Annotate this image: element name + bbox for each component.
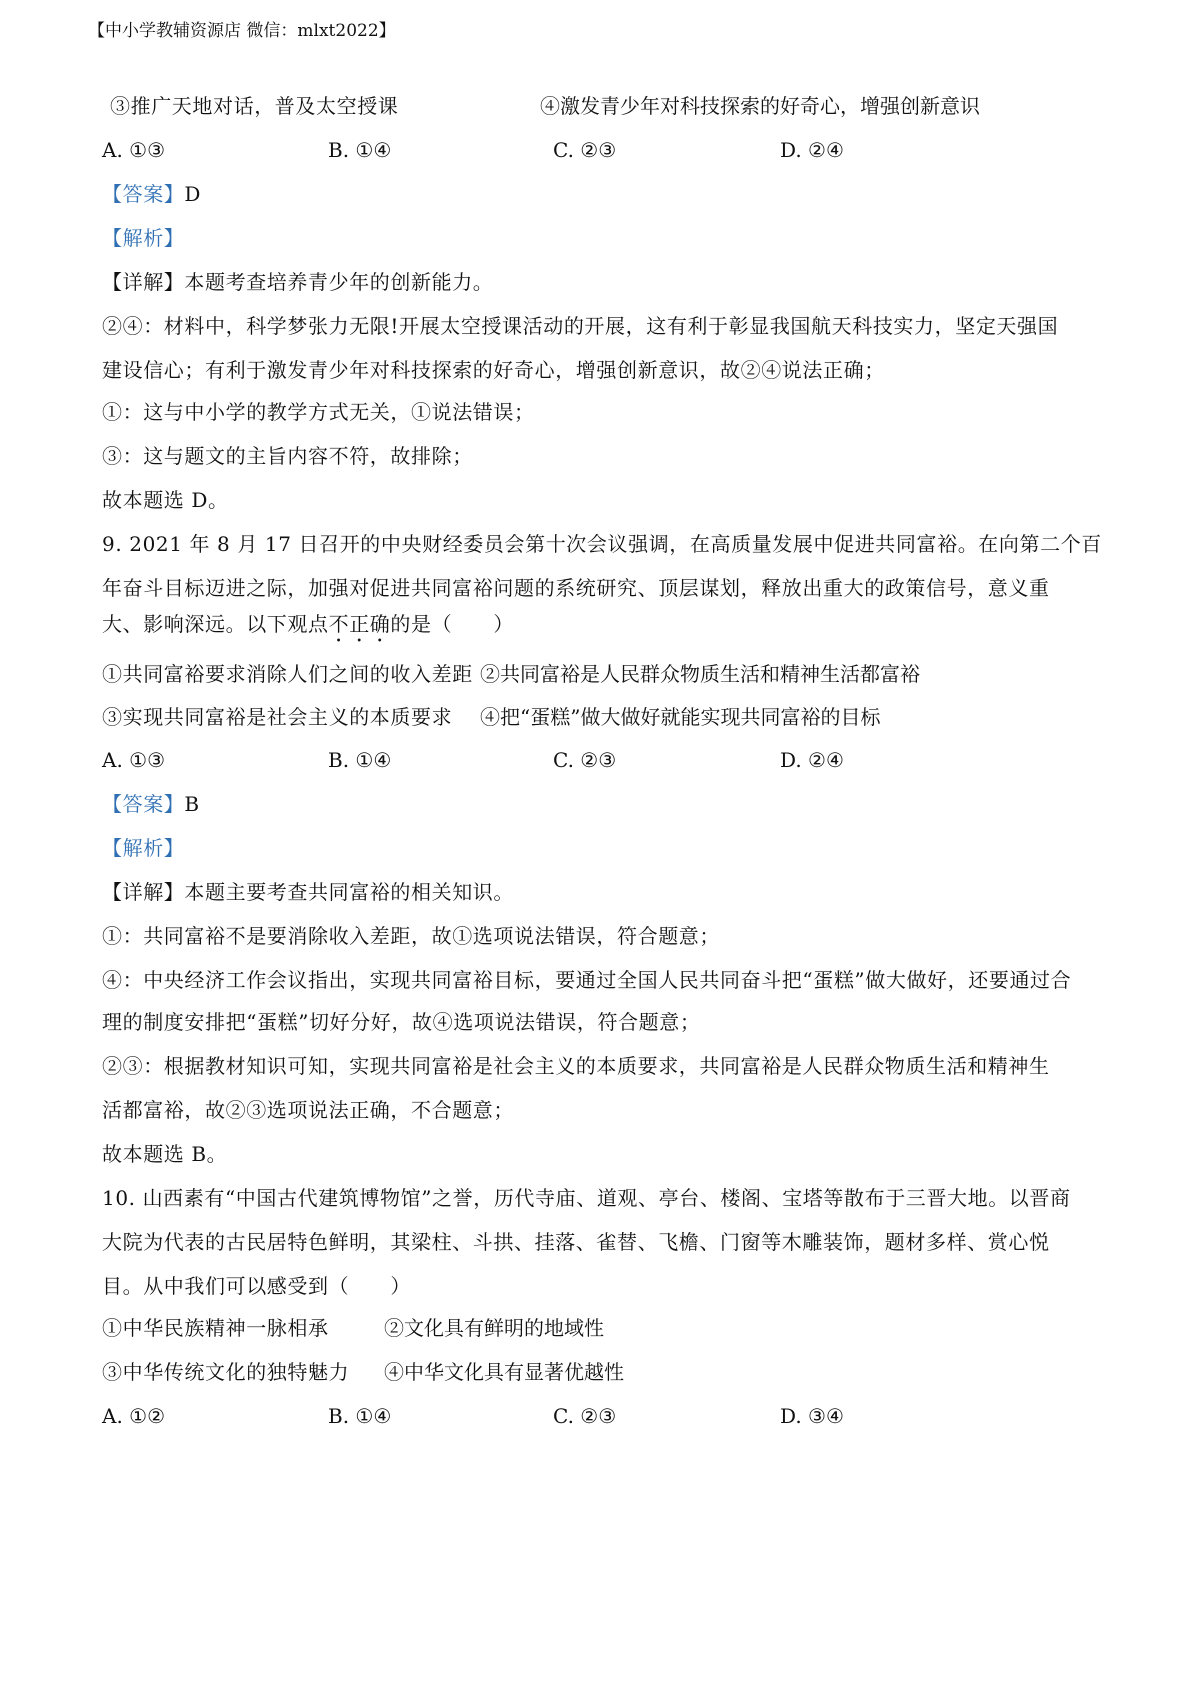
q8-explanation-2: 建设信心；有利于激发青少年对科技探索的好奇心，增强创新意识，故②④说法正确； (102, 358, 885, 382)
q9-option-1: ①共同富裕要求消除人们之间的收入差距 (102, 662, 473, 686)
q8-choice-c: C. ②③ (553, 138, 617, 162)
q9-conclusion: 故本题选 B。 (102, 1142, 228, 1166)
q10-choice-c: C. ②③ (553, 1404, 617, 1428)
q10-option-2: ②文化具有鲜明的地域性 (384, 1316, 604, 1340)
q10-option-3: ③中华传统文化的独特魅力 (102, 1360, 350, 1384)
q9-emphasis: 不正确 (328, 612, 391, 636)
q9-explanation-2: ④：中央经济工作会议指出，实现共同富裕目标，要通过全国人民共同奋斗把“蛋糕”做大做好，还要通过合 (102, 968, 1072, 992)
q8-option-4: ④激发青少年对科技探索的好奇心，增强创新意识 (540, 94, 980, 118)
q10-option-1: ①中华民族精神一脉相承 (102, 1316, 329, 1340)
q10-option-4: ④中华文化具有显著优越性 (384, 1360, 624, 1384)
q9-option-2: ②共同富裕是人民群众物质生活和精神生活都富裕 (480, 662, 920, 686)
q10-stem-1: 10. 山西素有“中国古代建筑博物馆”之誉，历代寺庙、道观、亭台、楼阁、宝塔等散布于三晋大地。以晋商 (102, 1186, 1071, 1210)
q9-stem-3c: 的是（ ） (390, 612, 515, 636)
q8-detail: 本题考查培养青少年的创新能力。 (184, 270, 494, 294)
q9-stem-2: 年奋斗目标迈进之际，加强对促进共同富裕问题的系统研究、顶层谋划，释放出重大的政策信号，意义重 (102, 576, 1050, 600)
q9-option-4: ④把“蛋糕”做大做好就能实现共同富裕的目标 (480, 705, 881, 729)
q9-stem-3 (102, 610, 514, 647)
q9-stem-1: 9. 2021 年 8 月 17 日召开的中央财经委员会第十次会议强调，在高质量发展中促进共同富裕。在向第二个百 (102, 532, 1102, 556)
q8-choice-b: B. ①④ (328, 138, 392, 162)
q8-answer-line (102, 180, 201, 208)
q8-detail-line (102, 268, 493, 296)
q8-answer: D (184, 182, 202, 206)
q10-stem-3: 目。从中我们可以感受到（ ） (102, 1274, 411, 1298)
q9-answer: B (184, 792, 200, 816)
q10-choice-a: A. ①② (102, 1404, 166, 1428)
q9-stem-3a: 大、影响深远。以下观点 (102, 612, 329, 636)
q9-option-3: ③实现共同富裕是社会主义的本质要求 (102, 705, 453, 729)
q8-option-3: ③推广天地对话，普及太空授课 (110, 94, 399, 118)
q10-stem-2: 大院为代表的古民居特色鲜明，其梁柱、斗拱、挂落、雀替、飞檐、门窗等木雕装饰，题材多样、赏心悦 (102, 1230, 1050, 1254)
answer-tag: 【答案】 (102, 182, 185, 206)
q9-explanation-3: 理的制度安排把“蛋糕”切好分好，故④选项说法错误，符合题意； (102, 1010, 701, 1034)
detail-tag: 【详解】 (102, 880, 185, 904)
q8-choice-d: D. ②④ (780, 138, 844, 162)
q8-conclusion: 故本题选 D。 (102, 488, 229, 512)
q9-detail-line (102, 878, 514, 906)
page-header: 【中小学教辅资源店 微信：mlxt2022】 (88, 21, 396, 41)
detail-tag: 【详解】 (102, 270, 185, 294)
q9-choice-d: D. ②④ (780, 748, 844, 772)
q9-detail: 本题主要考查共同富裕的相关知识。 (184, 880, 515, 904)
q9-explanation-4: ②③：根据教材知识可知，实现共同富裕是社会主义的本质要求，共同富裕是人民群众物质生活和精神生 (102, 1054, 1050, 1078)
q9-analysis-tag: 【解析】 (102, 836, 185, 860)
q9-choice-a: A. ①③ (102, 748, 166, 772)
q8-explanation-4: ③：这与题文的主旨内容不符，故排除； (102, 444, 473, 468)
q8-explanation-3: ①：这与中小学的教学方式无关，①说法错误； (102, 400, 535, 424)
q8-choice-a: A. ①③ (102, 138, 166, 162)
q10-choice-d: D. ③④ (780, 1404, 844, 1428)
answer-tag: 【答案】 (102, 792, 185, 816)
q9-explanation-5: 活都富裕，故②③选项说法正确，不合题意； (102, 1098, 514, 1122)
q8-analysis-tag: 【解析】 (102, 226, 185, 250)
q9-answer-line (102, 790, 200, 818)
q10-choice-b: B. ①④ (328, 1404, 392, 1428)
q8-explanation-1: ②④：材料中，科学梦张力无限!开展太空授课活动的开展，这有利于彰显我国航天科技实力，坚定天强国 (102, 314, 1059, 338)
q9-choice-b: B. ①④ (328, 748, 392, 772)
q9-choice-c: C. ②③ (553, 748, 617, 772)
q9-explanation-1: ①：共同富裕不是要消除收入差距，故①选项说法错误，符合题意； (102, 924, 720, 948)
